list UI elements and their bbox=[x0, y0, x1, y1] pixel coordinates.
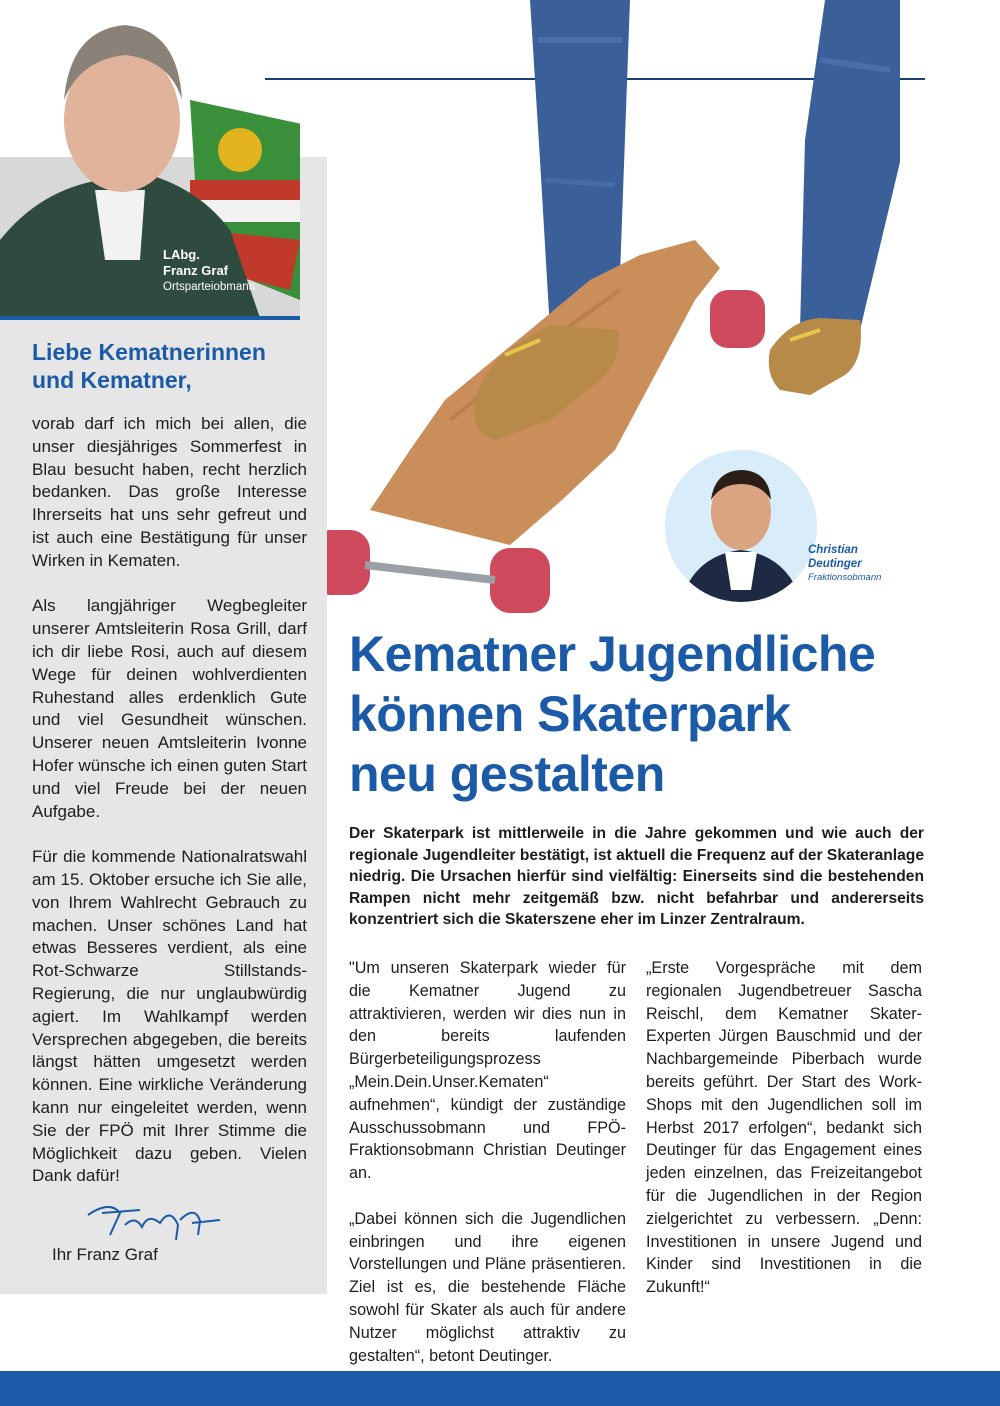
letter-greeting bbox=[32, 338, 312, 394]
footer-bar bbox=[0, 1371, 1000, 1406]
greeting-line-1: Liebe Kematnerinnen bbox=[32, 339, 266, 365]
deutinger-first-name: Christian bbox=[808, 544, 858, 556]
headline-line-1: Kematner Jugendliche bbox=[349, 626, 876, 682]
author-title: LAbg. bbox=[163, 247, 200, 262]
letter-paragraph: Für die kommende Nationalratswahl am 15. Oktober ersuche ich Sie alle, von Ihrem Wahlrecht Gebrauch zu machen. Unser schönes Land hat etwas Besseres verdient, als eine Rot-Schwarze Stillstands-Regierung, die nur unglaubwürdig agiert. Im Wahlkampf werden Versprechen abgegeben, die bereits längst hätten umgesetzt werden können. Eine wirkliche Veränderung kann nur eingeleitet werden, wenn Sie der FPÖ mit Ihrer Stimme die Möglichkeit dazu geben. Vielen Dank dafür! bbox=[32, 847, 307, 1186]
article-paragraph: "Um unseren Skaterpark wieder für die Kematner Jugend zu attraktivieren, werden wir dies nun in den bereits laufenden Bürgerbeteiligungsprozess „Mein.Dein.Unser.Kematen“ aufnehmen“, kündigt der zuständige Ausschussobmann und FPÖ-Fraktionsobmann Christian Deutinger an. bbox=[349, 959, 626, 1183]
article-lead: Der Skaterpark ist mittlerweile in die Jahre gekommen und wie auch der regionale Jugendleiter bestätigt, ist aktuell die Frequenz auf der Skateranlage niedrig. Die Ursachen hierfür sind vielfältig: Einerseits sind die bestehenden Rampen nicht mehr zeitgemäß bzw. nicht befahrbar und andererseits konzentriert sich die Skaterszene eher im Linzer Zentralraum. bbox=[349, 825, 924, 928]
article-paragraph: „Erste Vorgespräche mit dem regionalen Jugendbetreuer Sascha Reischl, dem Kematner Skater-Experten Jürgen Bauschmid und der Nachbargemeinde Piberbach wurde bereits geführt. Der Start des Work-Shops mit den Jugendlichen soll im Herbst 2017 erfolgen“, bedankt sich Deutinger für das Engagement eines jeden einzelnen, das Freizeitangebot für die Jugendlichen in der Region zielgerichtet zu verbessern. „Denn: Investitionen in unsere Jugend und Kinder sind Investitionen in die Zukunft!“ bbox=[646, 959, 922, 1297]
letter-closing: Ihr Franz Graf bbox=[52, 1245, 158, 1264]
deutinger-last-name: Deutinger bbox=[808, 558, 862, 570]
letter-body bbox=[32, 413, 307, 1211]
article-column-2 bbox=[646, 957, 922, 1299]
deutinger-role: Fraktionsobmann bbox=[808, 572, 882, 583]
author-caption bbox=[163, 247, 303, 295]
deutinger-caption bbox=[808, 543, 918, 585]
handwritten-signature bbox=[80, 1195, 230, 1245]
greeting-line-2: und Kematner, bbox=[32, 367, 192, 393]
headline-line-2: können Skaterpark bbox=[349, 686, 791, 742]
article-column-1 bbox=[349, 957, 626, 1390]
author-name: Franz Graf bbox=[163, 263, 229, 278]
letter-paragraph: Als langjähriger Wegbegleiter unserer Amtsleiterin Rosa Grill, darf ich dir liebe Rosi, auch auf diesem Wege für deinen wohlverdienten Ruhestand alles erdenklich Gute und viel Gesundheit wünschen. Unserer neuen Amtsleiterin Ivonne Hofer wünsche ich einen guten Start und viel Freude bei der neuen Aufgabe. bbox=[32, 596, 307, 821]
article-paragraph: „Dabei können sich die Jugendlichen einbringen und ihre eigenen Vorstellungen und Pläne präsentieren. Ziel ist es, die bestehende Fläche sowohl für Skater als auch für andere Nutzer möglichst attraktiv zu gestalten“, betont Deutinger. bbox=[349, 1209, 626, 1365]
portrait-accent-bar bbox=[0, 316, 300, 320]
article-headline bbox=[349, 624, 949, 804]
christian-deutinger-portrait bbox=[665, 450, 817, 602]
letter-paragraph: vorab darf ich mich bei allen, die unser diesjähriges Sommerfest in Blau besucht haben, recht herzlich bedanken. Das große Interesse Ihrerseits hat uns sehr gefreut und ist auch eine Bestätigung für unser Wirken in Kematen. bbox=[32, 414, 307, 570]
headline-line-3: neu gestalten bbox=[349, 746, 665, 802]
author-role: Ortsparteiobmann bbox=[163, 281, 256, 293]
